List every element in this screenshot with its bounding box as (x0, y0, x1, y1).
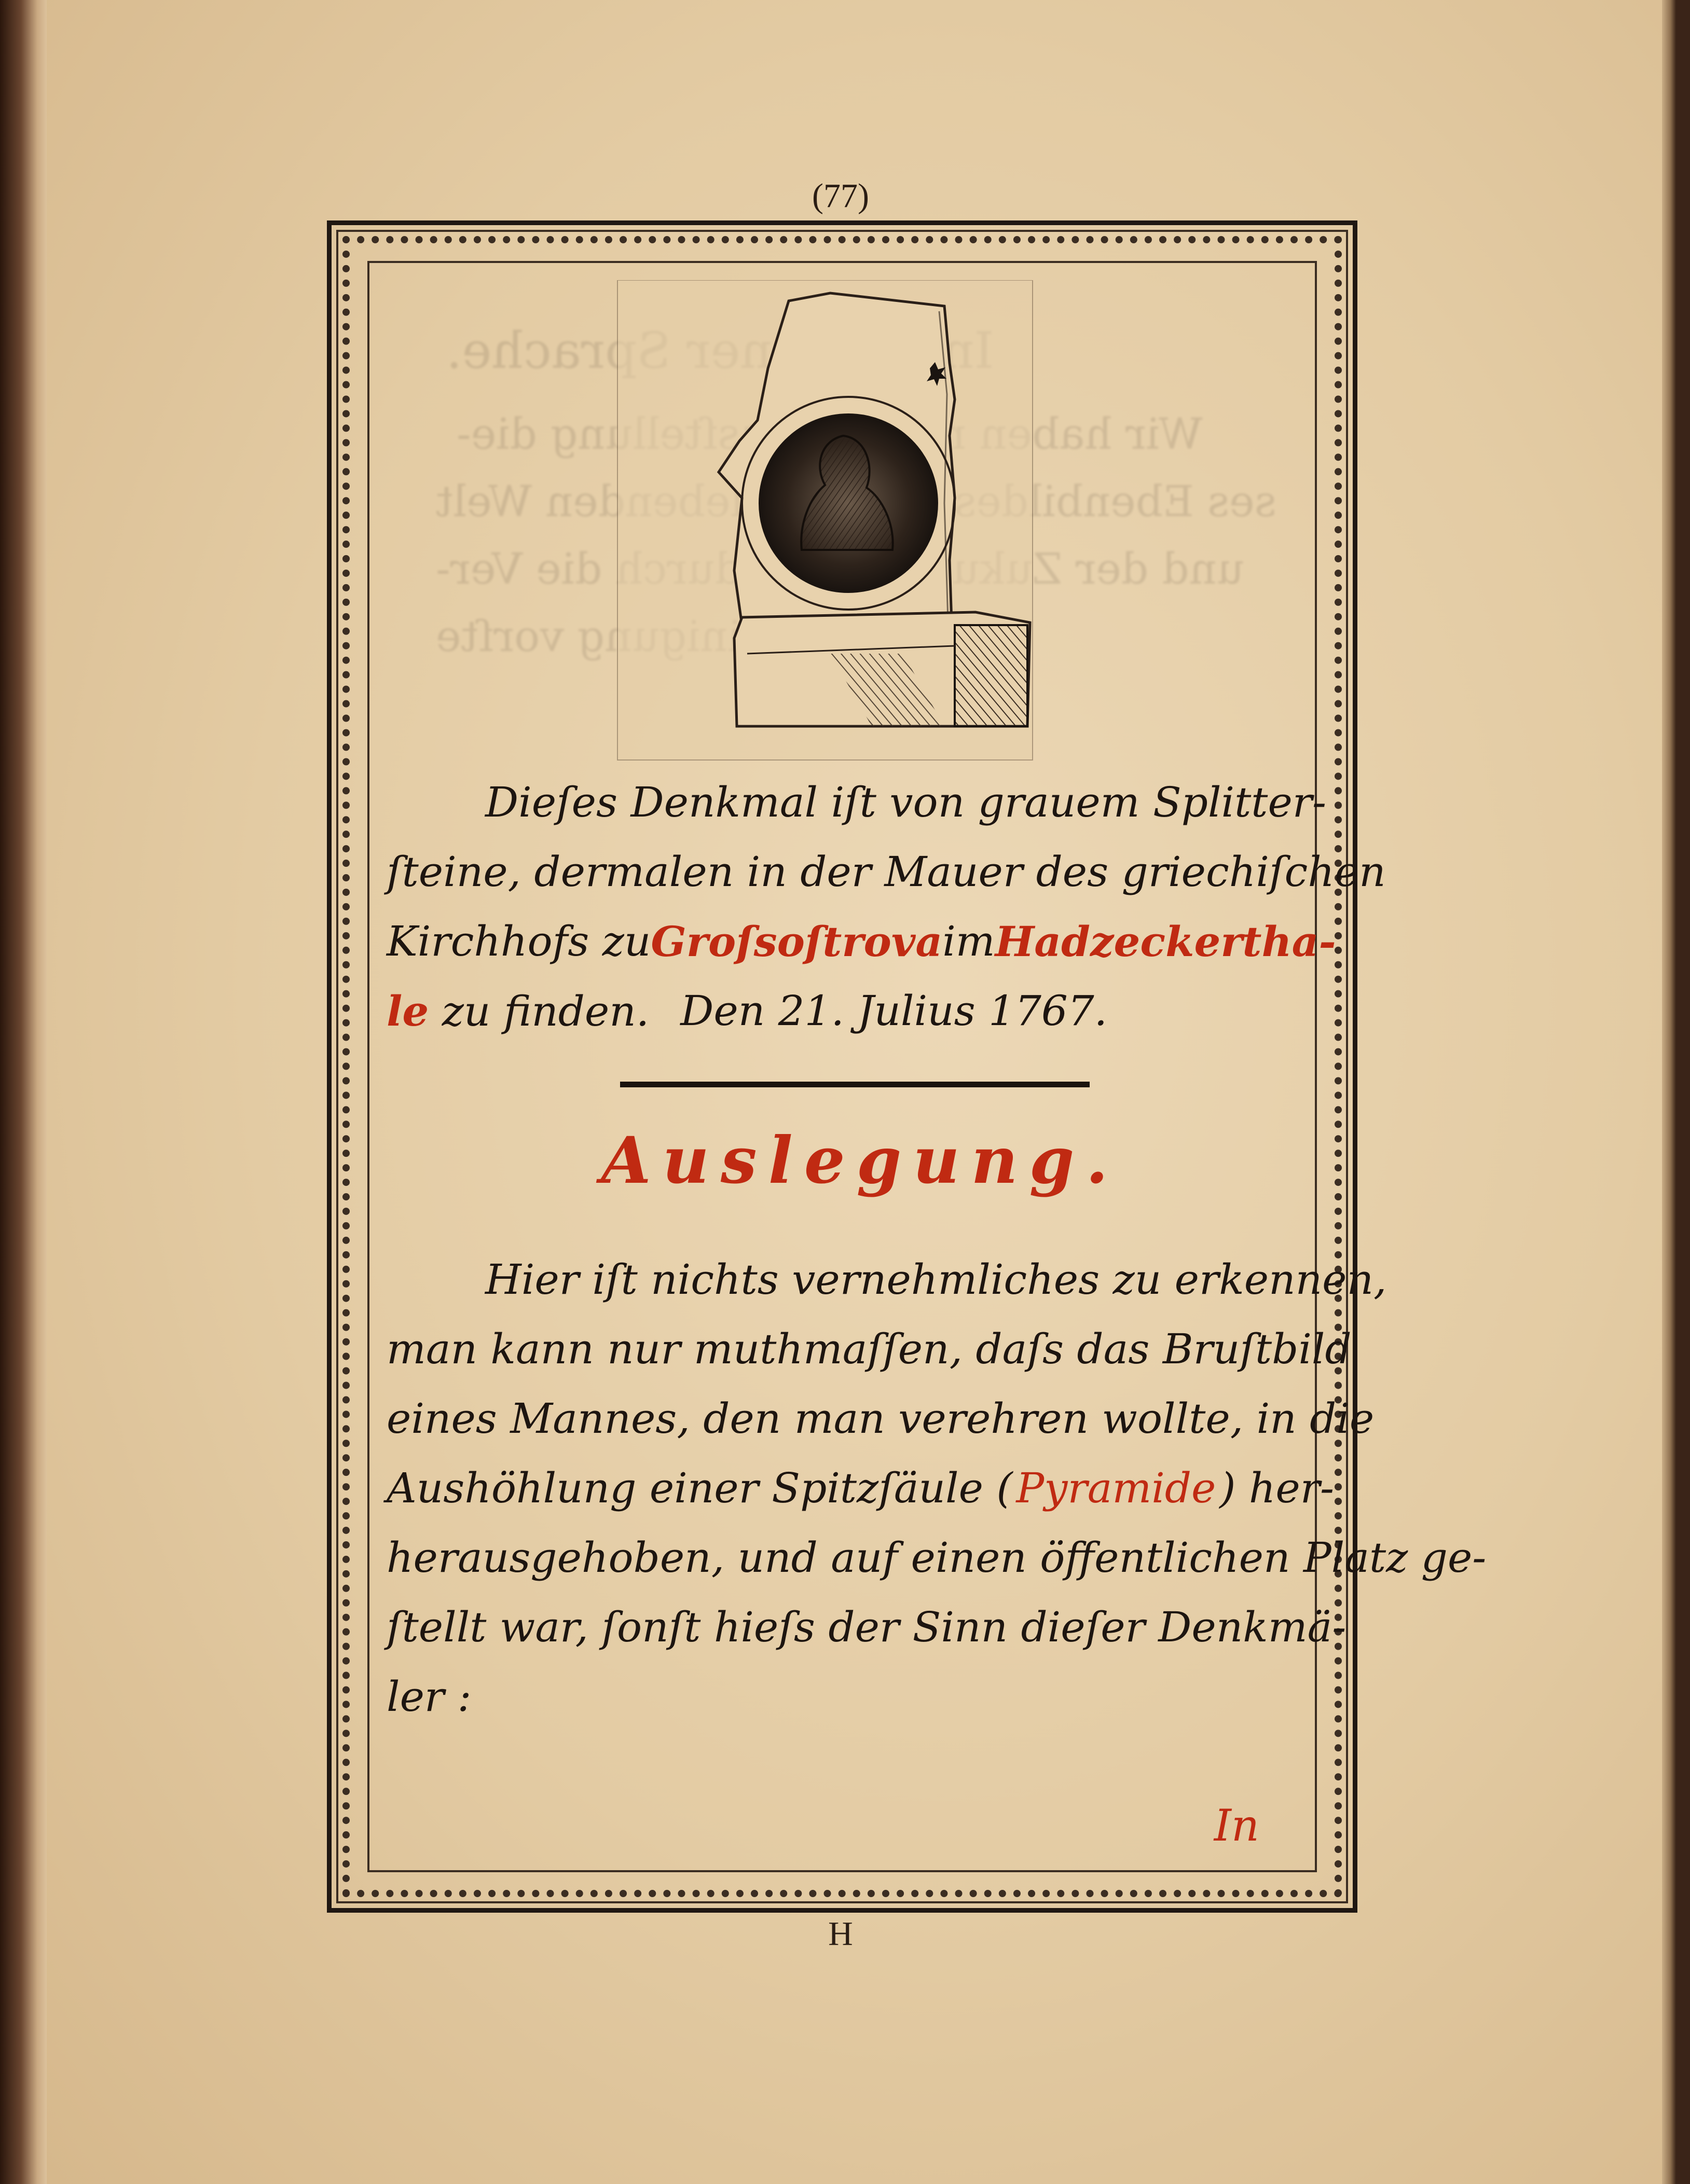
body-text: eines Mannes, den man verehren wollte, in die (387, 1394, 1375, 1443)
body-line (387, 1454, 1334, 1523)
monument-engraving (612, 280, 1038, 768)
body-text: Hier iſt nichts vernehmliches zu erkennen, (485, 1255, 1387, 1304)
page-number: (77) (812, 177, 869, 215)
body-text: man kann nur muthmaſſen, daſs das Bruſtbild (387, 1325, 1352, 1373)
caption-line-4 (387, 976, 1334, 1046)
caption-date: Den 21. Julius 1767. (680, 987, 1108, 1035)
body-line (387, 1593, 1346, 1662)
body-line (387, 1384, 1375, 1454)
catchword: In (1214, 1800, 1259, 1851)
body-line (387, 1662, 1334, 1732)
signature-mark: H (828, 1915, 853, 1953)
book-spine (0, 0, 47, 2184)
body-text: ) her- (1219, 1464, 1334, 1512)
valley-name-end: le (387, 987, 429, 1035)
body-line (387, 1315, 1352, 1384)
caption-line-2 (387, 837, 1386, 907)
body-text: herausgehoben, und auf einen öffentlichen Platz ge- (387, 1533, 1487, 1582)
body-text: ſtellt war, ſonſt hieſs der Sinn dieſer Denkmä- (387, 1603, 1346, 1651)
caption-text: im (942, 917, 995, 965)
valley-name: Hadzeckertha- (995, 917, 1336, 966)
caption-text: ſteine, dermalen in der Mauer des griechiſchen (387, 848, 1386, 896)
body-text: ler : (387, 1672, 472, 1721)
section-divider (620, 1082, 1090, 1087)
caption-line-1 (387, 768, 1334, 837)
caption-block (387, 768, 1386, 1046)
body-text: Aushöhlung einer Spitzſäule ( (387, 1464, 1013, 1512)
caption-text: zu finden. (429, 987, 650, 1035)
body-line (387, 1245, 1387, 1315)
section-heading: Auslegung. (601, 1123, 1120, 1198)
page-edge (1662, 0, 1676, 2184)
caption-text: Kirchhofs zu (387, 917, 651, 965)
pyramid-term: Pyramide (1016, 1464, 1216, 1512)
body-block (387, 1245, 1487, 1732)
place-name: Groſsoſtrova (651, 917, 943, 966)
body-line (387, 1523, 1487, 1593)
caption-text: Dieſes Denkmal iſt von grauem Splitter- (485, 778, 1327, 826)
caption-line-3 (387, 907, 1334, 976)
